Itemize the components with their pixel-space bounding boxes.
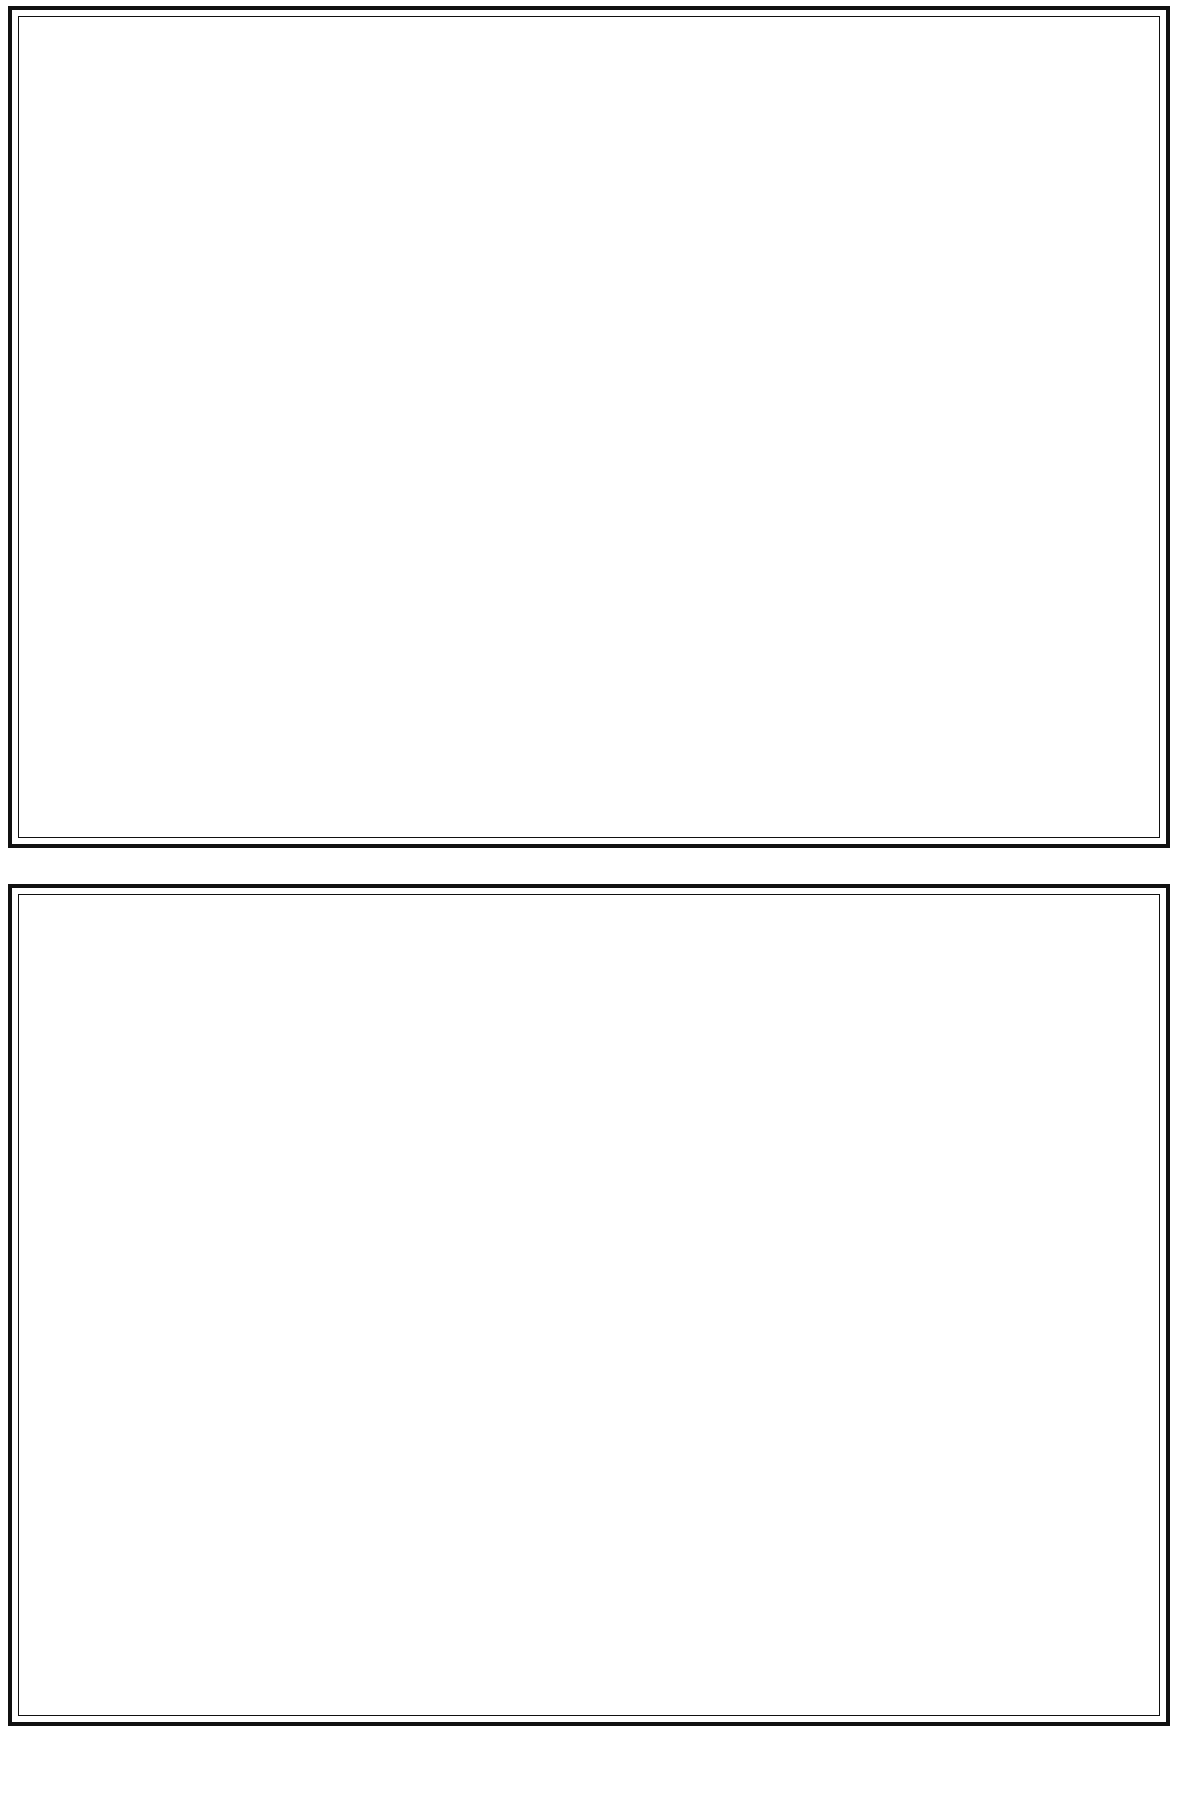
bottom-page: [8, 884, 1170, 1726]
top-page-columns: [18, 16, 1160, 838]
bottom-page-columns: [18, 894, 1160, 1716]
top-page: [8, 6, 1170, 848]
